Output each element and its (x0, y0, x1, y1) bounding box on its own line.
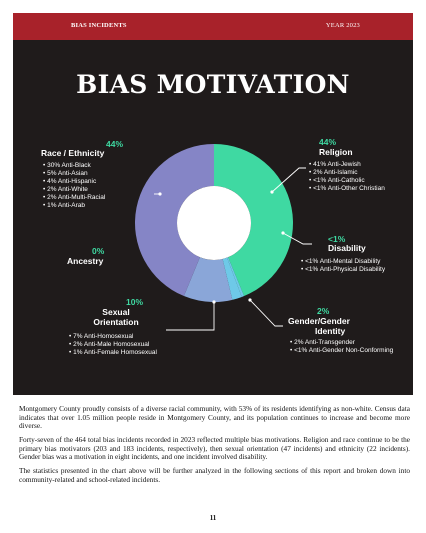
body-text (19, 405, 410, 490)
gender-label-line2: Identity (315, 326, 346, 336)
connector-dot-race (158, 192, 161, 195)
connector-sexual (166, 302, 214, 330)
list-item: • 2% Anti-Male Homosexual (69, 341, 157, 349)
list-item: • <1% Anti-Catholic (309, 177, 385, 185)
list-item: • 7% Anti-Homosexual (69, 333, 157, 341)
list-item: • 30% Anti-Black (43, 162, 105, 170)
race-items (43, 162, 105, 211)
list-item: • 4% Anti-Hispanic (43, 178, 105, 186)
list-item: • 2% Anti-White (43, 186, 105, 194)
list-item: • 2% Anti-Transgender (290, 339, 395, 347)
list-item: • <1% Anti-Gender Non-Conforming (290, 347, 395, 355)
sexual-orientation-label-line2: Orientation (93, 317, 139, 327)
list-item: • <1% Anti-Physical Disability (301, 266, 385, 274)
sexual-orientation-label-line1: Sexual (102, 307, 130, 317)
ancestry-label: Ancestry (67, 256, 104, 266)
connector-gender (250, 300, 283, 326)
list-item: • 2% Anti-Islamic (309, 169, 385, 177)
race-percent: 44% (106, 139, 124, 149)
list-item: • 1% Anti-Arab (43, 202, 105, 210)
header-title: BIAS INCIDENTS (71, 22, 127, 29)
gender-label-line1: Gender/Gender (288, 316, 350, 326)
sexual-orientation-percent: 10% (126, 297, 144, 307)
disability-label: Disability (328, 243, 366, 253)
gender-percent: 2% (317, 306, 330, 316)
list-item: • 41% Anti-Jewish (309, 161, 385, 169)
list-item: • 1% Anti-Female Homosexual (69, 349, 157, 357)
race-label: Race / Ethnicity (41, 148, 105, 158)
page-title: BIAS MOTIVATION (76, 70, 350, 99)
header-year: YEAR 2023 (325, 22, 360, 29)
gender-label (288, 316, 350, 336)
list-item: • 5% Anti-Asian (43, 170, 105, 178)
sexual-orientation-items (69, 333, 157, 357)
connector-dot-religion (270, 190, 273, 193)
disability-items (301, 258, 385, 274)
connector-dot-sexual (212, 300, 215, 303)
list-item: • 2% Anti-Multi-Racial (43, 194, 105, 202)
religion-items (309, 161, 385, 193)
paragraph: Montgomery County proudly consists of a diverse racial community, with 53% of its residents identifying as non-white. Census data indicates that over 1.05 million people reside in Montgomery County, and its population continues to increase and become more diverse. (19, 404, 410, 430)
paragraph: Forty-seven of the 464 total bias incidents recorded in 2023 reflected multiple bias motivations. Religion and race continue to be the primary bias motivators (203 and 183 incidents, respectively), then sexual orientation (47 incidents) and ethnicity (22 incidents). Gender bias was a motivation in eight incidents, and one incident involved disability. (19, 435, 410, 461)
connector-dot-disability (281, 231, 284, 234)
sexual-orientation-label (86, 307, 146, 327)
donut-hole (177, 186, 251, 260)
ancestry-percent: 0% (92, 246, 105, 256)
list-item: • <1% Anti-Mental Disability (301, 258, 385, 266)
disability-percent: <1% (328, 234, 346, 244)
religion-percent: 44% (319, 137, 337, 147)
gender-items (290, 339, 395, 355)
page-number: 11 (209, 514, 217, 522)
religion-label: Religion (319, 147, 353, 157)
connector-dot-gender (248, 298, 251, 301)
paragraph: The statistics presented in the chart above will be further analyzed in the following sections of this report and broken down into community-related and school-related incidents. (19, 466, 410, 484)
list-item: • <1% Anti-Other Christian (309, 185, 385, 193)
